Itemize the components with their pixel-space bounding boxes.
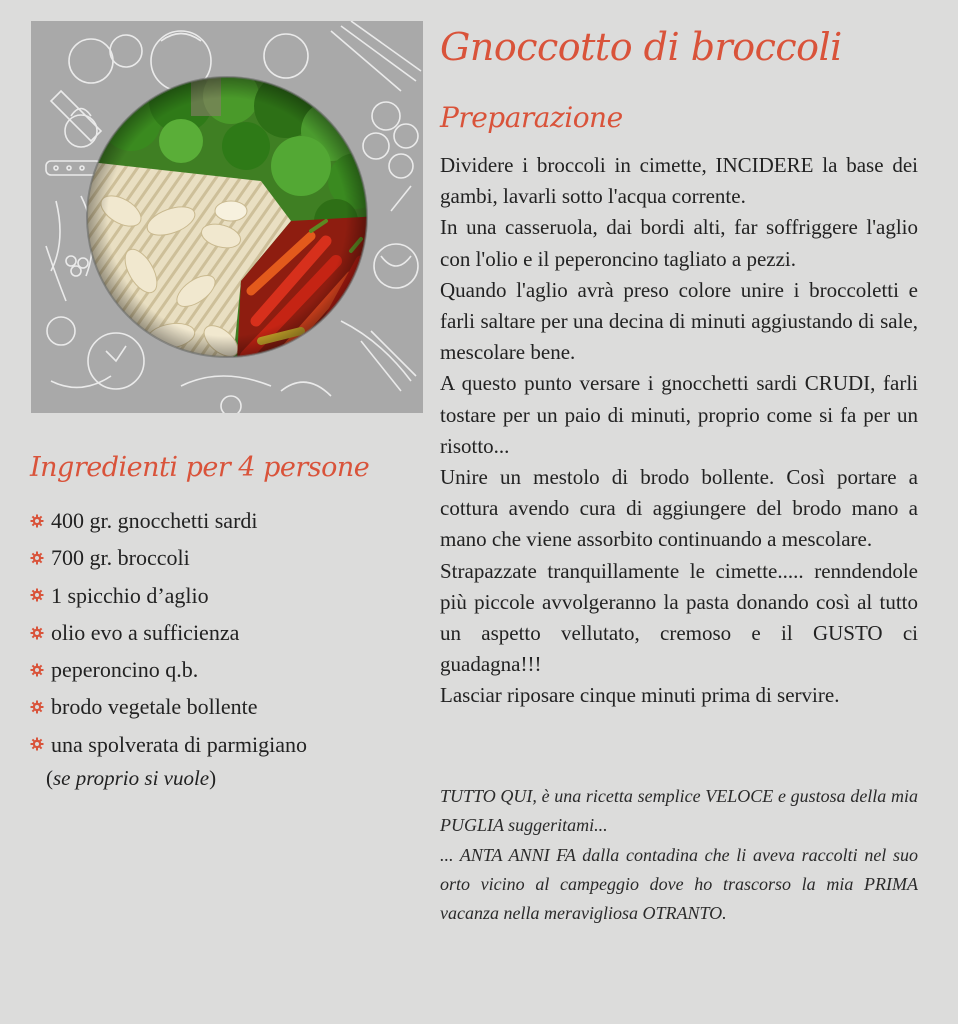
- ingredient-text: una spolverata di parmigiano: [51, 731, 307, 757]
- ingredient-item: [30, 539, 307, 576]
- recipe-title: Gnoccotto di broccoli: [440, 25, 842, 69]
- author-note-paragraph: ... ANTA ANNI FA dalla contadina che li aveva raccolti nel suo orto vicino al campeggio dove ho trascorso la mia PRIMA vacanza nella meravigliosa OTRANTO.: [440, 844, 918, 924]
- hero-illustration: [31, 21, 423, 413]
- ingredient-text: peperoncino q.b.: [51, 657, 199, 683]
- ingredient-item: [30, 614, 307, 651]
- ingredient-text: 400 gr. gnocchetti sardi: [51, 508, 258, 533]
- ingredient-item: [30, 577, 307, 614]
- ingredient-item: [30, 651, 307, 688]
- gear-flower-icon: [30, 588, 44, 602]
- ingredient-item: [30, 726, 307, 763]
- gear-flower-icon: [30, 737, 44, 751]
- author-note: [440, 782, 918, 928]
- preparation-step: Dividere i broccoli in cimette, INCIDERE la base dei gambi, lavarli sotto l'acqua corrente.: [440, 153, 918, 209]
- gear-flower-icon: [30, 514, 44, 528]
- ingredients-heading: Ingredienti per 4 persone: [30, 452, 370, 483]
- ingredient-text: 700 gr. broccoli: [51, 545, 190, 571]
- ingredients-list: [30, 502, 307, 763]
- preparation-step: Strapazzate tranquillamente le cimette..... renndendole più piccole avvolgeranno la pasta donando così al tutto un aspetto vellutato, cremoso e il GUSTO ci guadagna!!!: [440, 558, 918, 677]
- preparation-step: In una casseruola, dai bordi alti, far soffriggere l'aglio con l'olio e il peperoncino tagliato a pezzi.: [440, 215, 918, 271]
- gear-flower-icon: [30, 700, 44, 714]
- preparation-step: A questo punto versare i gnocchetti sardi CRUDI, farli tostare per un paio di minuti, proprio come si fa per un risotto...: [440, 371, 918, 458]
- recipe-hero-image: [31, 21, 423, 413]
- preparation-heading: Preparazione: [440, 101, 623, 134]
- ingredient-item: [30, 688, 307, 725]
- gear-flower-icon: [30, 626, 44, 640]
- open-paren: (: [46, 766, 53, 790]
- optional-note-text: se proprio si vuole: [53, 766, 210, 790]
- ingredient-optional-note: [46, 763, 216, 793]
- author-note-paragraph: TUTTO QUI, è una ricetta semplice VELOCE e gustosa della mia PUGLIA suggeritami...: [440, 786, 918, 836]
- ingredient-text: brodo vegetale bollente: [51, 694, 258, 720]
- preparation-steps: [440, 150, 918, 712]
- close-paren: ): [209, 766, 217, 790]
- preparation-step: Lasciar riposare cinque minuti prima di servire.: [440, 683, 840, 708]
- gear-flower-icon: [30, 551, 44, 565]
- ingredient-text: 1 spicchio d’aglio: [51, 582, 209, 608]
- preparation-step: Quando l'aglio avrà preso colore unire i broccoletti e farli saltare per una decina di minuti aggiustando di sale, mescolare bene.: [440, 277, 918, 365]
- gear-flower-icon: [30, 663, 44, 677]
- ingredient-item: [30, 502, 307, 539]
- preparation-step: Unire un mestolo di brodo bollente. Così portare a cottura avendo cura di aggiungere del brodo mano a mano che viene assorbito continuando a mescolare.: [440, 465, 918, 552]
- food-circle: [81, 68, 384, 381]
- ingredient-text: olio evo a sufficienza: [51, 619, 240, 645]
